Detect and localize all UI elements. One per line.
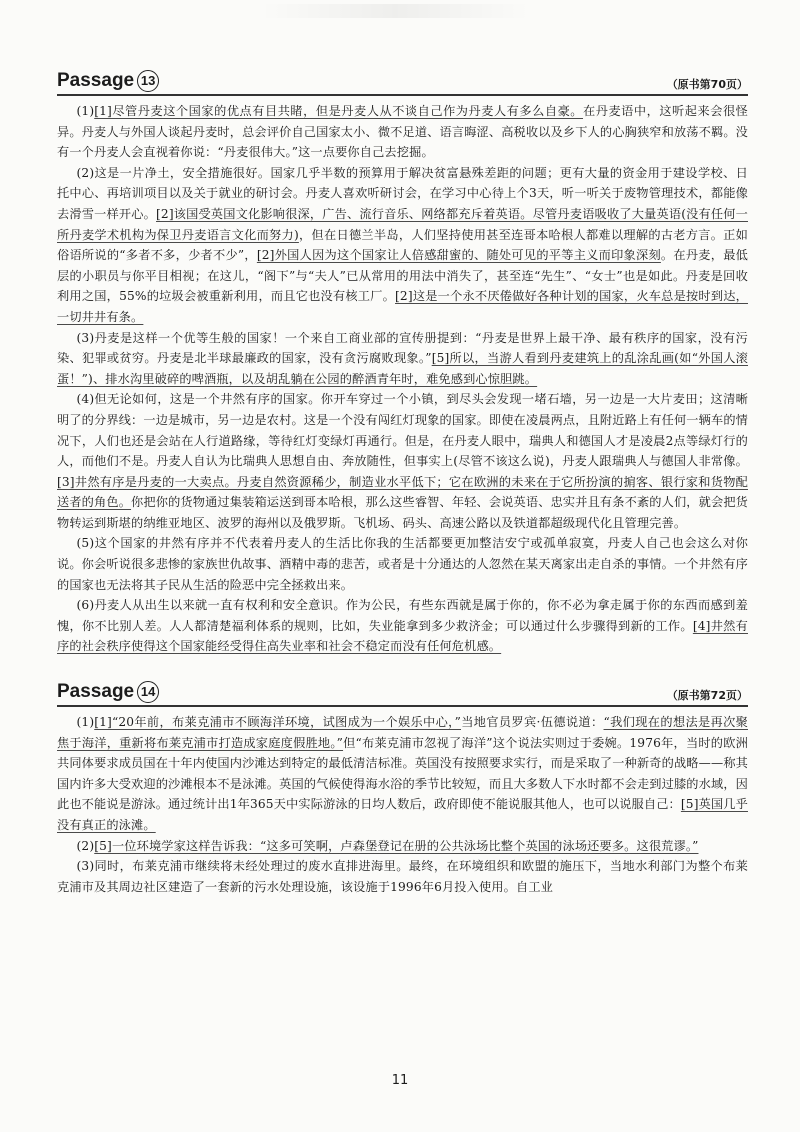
underlined-answer-sentence: [2]该国受英国文化影响很深，广告、流行音乐、网络都充斥着英语。尽管丹麦语吸收了大量英语(没有任何一所丹麦学术机构为保卫丹麦语言文化而努力) bbox=[57, 206, 748, 242]
paragraph bbox=[57, 101, 748, 163]
paragraph bbox=[57, 328, 748, 390]
text-segment: (3)同时，布莱克浦市继续将未经处理过的废水直排进海里。最终，在环境组织和欧盟的施压下，当地水利部门为整个布莱克浦市及其周边社区建造了一套新的污水处理设施，该设施于1996年6月投入使用。自工业 bbox=[57, 859, 748, 894]
passage-title bbox=[57, 681, 159, 703]
text-segment: (5)这个国家的井然有序并不代表着丹麦人的生活比你我的生活都要更加整洁安宁或孤单寂寞，丹麦人自己也会这么对你说。你会听说很多悲惨的家族世仇故事、酒精中毒的悲苦，或者是十分通达的人忽然在某天离家出走自杀的事情。一个井然有序的国家也无法将其子民从生活的险恶中完全拯救出来。 bbox=[57, 536, 748, 592]
text-segment: (1) bbox=[76, 715, 95, 730]
passage-label: Passage bbox=[57, 681, 135, 703]
passage-header bbox=[57, 681, 748, 707]
text-segment: ，但在日德兰半岛，人们坚持使用甚至连哥本哈根人都难以理解的古老方言。正如俗语所说的“多者不多，少者不少”， bbox=[57, 227, 748, 263]
text-segment: (6)丹麦人从出生以来就一直有权利和安全意识。作为公民，有些东西就是属于你的，你不必为拿走属于你的东西而感到羞愧，你不比别人差。人人都清楚福利体系的规则，比如，失业能拿到多少救济金；可以通过什么步骤得到新的工作。 bbox=[57, 598, 748, 633]
page-number: 11 bbox=[391, 1073, 409, 1088]
passage-label: Passage bbox=[57, 70, 135, 91]
text-segment: 。在丹麦，最低层的小职员与你平目相视；在这儿，“阁下”与“夫人”已从常用的用法中消失了，甚至连“先生”、“女士”也是如此。丹麦是回收利用之国，55%的垃圾会被重新利用，而且它也没有核工厂。 bbox=[57, 248, 748, 304]
passage-13 bbox=[57, 70, 748, 657]
source-page-reference: （原书第72页） bbox=[666, 689, 748, 703]
passage-number-badge: 14 bbox=[137, 681, 159, 703]
scan-shadow bbox=[260, 4, 530, 18]
text-segment: 当地官员罗宾·伍德说道： bbox=[461, 715, 604, 730]
source-page-reference: （原书第70页） bbox=[666, 78, 748, 91]
underlined-answer-sentence: [5]所以，当游人看到丹麦建筑上的乱涂乱画(如“外国人滚蛋！”)、排水沟里破碎的啤酒瓶，以及胡乱躺在公园的醉酒青年时，难免感到心惊胆跳。 bbox=[57, 351, 749, 386]
text-segment: (4)但无论如何，这是一个井然有序的国家。你开车穿过一个小镇，到尽头会发现一堵石墙，另一边是一大片麦田；这清晰明了的分界线：一边是城市，另一边是农村。这是一个没有闯红灯现象的国家。即使在凌晨两点，且附近路上有任何一辆车的情况下，人们也还是会站在人行道路缘，等待红灯变绿灯再通行。但是，在丹麦人眼中，瑞典人和德国人才是凌晨2点等绿灯行的人，而他们不是。丹麦人自认为比瑞典人思想自由、奔放随性，但事实上(尽管不该这么说)，丹麦人跟瑞典人与德国人非常像。 bbox=[57, 392, 748, 469]
passage-title bbox=[57, 70, 159, 92]
underlined-answer-sentence: [5]一位环境学家这样告诉我：“这多可笑啊，卢森堡登记在册的公共泳场比整个英国的泳场还要多。这很荒谬。” bbox=[94, 838, 699, 853]
text-segment: 但“布莱克浦市忽视了海洋”这个说法实则过于委婉。1976年，当时的欧洲共同体要求成员国在十年内使国内沙滩达到特定的最低清洁标准。英国没有按照要求实行，而是采取了一种新奇的战略——称其国内许多大受欢迎的沙滩根本不是泳滩。英国的气候使得海水浴的季节比较短，而且大多数人下水时都不会走到过膝的水域，因此也不能说是游泳。通过统计出1年365天中实际游泳的日均人数后，政府即使不能说服其他人，也可以说服自己： bbox=[57, 735, 748, 812]
passage-header bbox=[57, 70, 748, 96]
underlined-answer-sentence: “我们现在的想法是再次聚焦于海洋，重新将布莱克浦市打造成家庭度假胜地。” bbox=[57, 715, 748, 750]
passage-number-badge: 13 bbox=[137, 70, 159, 92]
underlined-answer-sentence: [2]这是一个永不厌倦做好各种计划的国家，火车总是按时到达，一切井井有条。 bbox=[57, 289, 748, 324]
passage-14 bbox=[57, 681, 748, 897]
paragraph bbox=[57, 836, 748, 857]
text-segment: (2)这是一片净土，安全措施很好。国家几乎半数的预算用于解决贫富悬殊差距的问题；更有大量的资金用于建设学校、日托中心、再培训项目以及关于就业的研讨会。丹麦人喜欢听研讨会，在学习中心待上个3天，听一听关于废物管理技术，都能像去滑雪一样开心。 bbox=[57, 165, 748, 221]
text-segment: (2) bbox=[76, 838, 95, 853]
page-content bbox=[57, 70, 748, 897]
paragraph bbox=[57, 533, 748, 595]
underlined-answer-sentence: [3]井然有序是丹麦的一大卖点。丹麦自然资源稀少，制造业水平低下；它在欧洲的未来在于它所扮演的掮客、银行家和货物配送者的角色。 bbox=[57, 474, 748, 510]
underlined-answer-sentence: [4]井然有序的社会秩序使得这个国家能经受得住高失业率和社会不稳定而没有任何危机感。 bbox=[57, 618, 748, 654]
underlined-answer-sentence: [2]外国人因为这个国家让人倍感甜蜜的、随处可见的平等主义而印象深刻 bbox=[256, 248, 661, 263]
passage-body bbox=[57, 101, 748, 657]
paragraph bbox=[57, 389, 748, 533]
passage-body bbox=[57, 712, 748, 897]
paragraph bbox=[57, 595, 748, 657]
text-segment: (1) bbox=[76, 104, 95, 118]
paragraph bbox=[57, 163, 748, 328]
underlined-answer-sentence: [5]英国几乎没有真正的泳滩。 bbox=[57, 797, 748, 832]
text-segment: 你把你的货物通过集装箱运送到哥本哈根，那么这些睿智、年轻、会说英语、忠实并且有条不紊的人们，就会把货物转运到斯堪的纳维亚地区、波罗的海州以及俄罗斯。飞机场、码头、高速公路以及铁道都超级现代化且管理完善。 bbox=[57, 495, 749, 530]
paragraph bbox=[57, 856, 748, 897]
paragraph bbox=[57, 712, 748, 836]
underlined-answer-sentence: [1]尽管丹麦这个国家的优点有目共睹，但是丹麦人从不谈自己作为丹麦人有多么自豪。 bbox=[94, 104, 584, 118]
text-segment: (3)丹麦是这样一个优等生般的国家！一个来自工商业部的宣传册提到：“丹麦是世界上最干净、最有秩序的国家，没有污染、犯罪或贫穷。丹麦是北半球最廉政的国家，没有贪污腐败现象。” bbox=[57, 330, 748, 366]
underlined-answer-sentence: [1]“20年前，布莱克浦市不顾海洋环境，试图成为一个娱乐中心，” bbox=[94, 715, 461, 730]
text-segment: 在丹麦语中，这听起来会很怪异。丹麦人与外国人谈起丹麦时，总会评价自己国家太小、微不足道、语言晦涩、高税收以及乡下人的心胸狭窄和放荡不羁。没有一个丹麦人会直视着你说：“丹麦很伟大。”这一点要你自己去挖掘。 bbox=[57, 104, 749, 160]
